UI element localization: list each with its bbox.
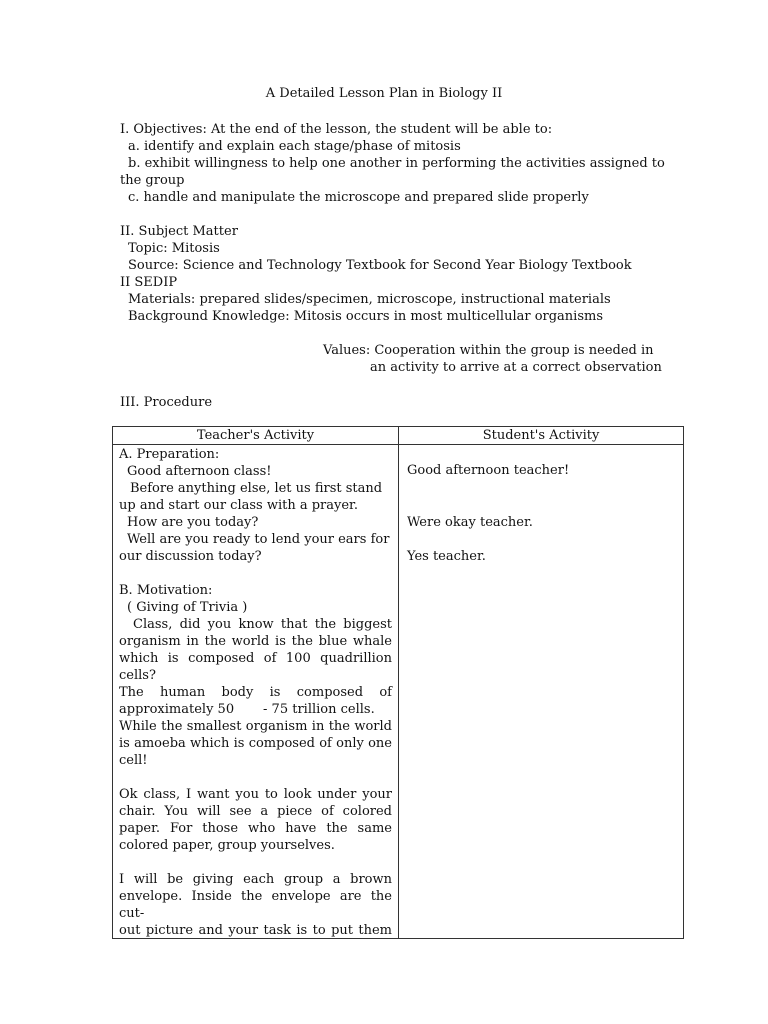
teacher-line: How are you today? bbox=[127, 515, 259, 530]
teacher-line: Class, did you know that the biggest bbox=[133, 617, 392, 632]
student-line: Yes teacher. bbox=[407, 549, 486, 564]
preparation-heading: A. Preparation: bbox=[119, 447, 220, 462]
teacher-line: which is composed of 100 quadrillion bbox=[119, 651, 392, 666]
teacher-line: cell! bbox=[119, 753, 148, 768]
objective-a: a. identify and explain each stage/phase of mitosis bbox=[128, 139, 461, 154]
values-line-continued: an activity to arrive at a correct observation bbox=[370, 360, 662, 375]
sedip-line: II SEDIP bbox=[120, 275, 178, 290]
teacher-line: ( Giving of Trivia ) bbox=[127, 600, 248, 615]
teacher-line: is amoeba which is composed of only one bbox=[119, 736, 392, 751]
teacher-line: chair. You will see a piece of colored bbox=[119, 804, 392, 819]
student-activity-cell bbox=[399, 445, 684, 939]
teacher-line: While the smallest organism in the world bbox=[119, 719, 392, 734]
teacher-line: Ok class, I want you to look under your bbox=[119, 787, 392, 802]
source-line: Source: Science and Technology Textbook for Second Year Biology Textbook bbox=[128, 258, 632, 273]
objective-b: b. exhibit willingness to help one another in performing the activities assigned to bbox=[128, 156, 665, 171]
student-line: Were okay teacher. bbox=[407, 515, 533, 530]
table-header-row bbox=[113, 427, 684, 445]
teacher-line: Good afternoon class! bbox=[127, 464, 272, 479]
teacher-line: I will be giving each group a brown bbox=[119, 872, 392, 887]
activity-table bbox=[112, 426, 684, 939]
teacher-line: envelope. Inside the envelope are the cut- bbox=[119, 889, 392, 921]
objectives-heading: I. Objectives: At the end of the lesson, the student will be able to: bbox=[120, 122, 553, 137]
teacher-line: colored paper, group yourselves. bbox=[119, 838, 335, 853]
teacher-activity-header: Teacher's Activity bbox=[113, 427, 399, 445]
page-title: A Detailed Lesson Plan in Biology II bbox=[265, 86, 503, 101]
teacher-line: The human body is composed of bbox=[119, 685, 392, 700]
table-row bbox=[113, 445, 684, 939]
procedure-heading: III. Procedure bbox=[120, 395, 213, 410]
objective-b-continued: the group bbox=[120, 173, 185, 188]
student-activity-header: Student's Activity bbox=[399, 427, 684, 445]
teacher-activity-cell bbox=[113, 445, 399, 939]
teacher-line: organism in the world is the blue whale bbox=[119, 634, 392, 649]
teacher-line: cells? bbox=[119, 668, 156, 683]
values-line: Values: Cooperation within the group is needed in bbox=[323, 343, 654, 358]
motivation-heading: B. Motivation: bbox=[119, 583, 213, 598]
teacher-line: Well are you ready to lend your ears for bbox=[127, 532, 390, 547]
teacher-line: our discussion today? bbox=[119, 549, 262, 564]
teacher-line: up and start our class with a prayer. bbox=[119, 498, 358, 513]
materials-line: Materials: prepared slides/specimen, microscope, instructional materials bbox=[128, 292, 611, 307]
student-line: Good afternoon teacher! bbox=[407, 463, 570, 478]
objective-c: c. handle and manipulate the microscope and prepared slide properly bbox=[128, 190, 589, 205]
topic-line: Topic: Mitosis bbox=[128, 241, 220, 256]
background-knowledge-line: Background Knowledge: Mitosis occurs in most multicellular organisms bbox=[128, 309, 604, 324]
teacher-line: Before anything else, let us first stand bbox=[130, 481, 383, 496]
teacher-line: paper. For those who have the same bbox=[119, 821, 392, 836]
teacher-line: out picture and your task is to put them bbox=[119, 923, 392, 938]
subject-matter-heading: II. Subject Matter bbox=[120, 224, 238, 239]
teacher-line: approximately 50 - 75 trillion cells. bbox=[119, 702, 375, 717]
